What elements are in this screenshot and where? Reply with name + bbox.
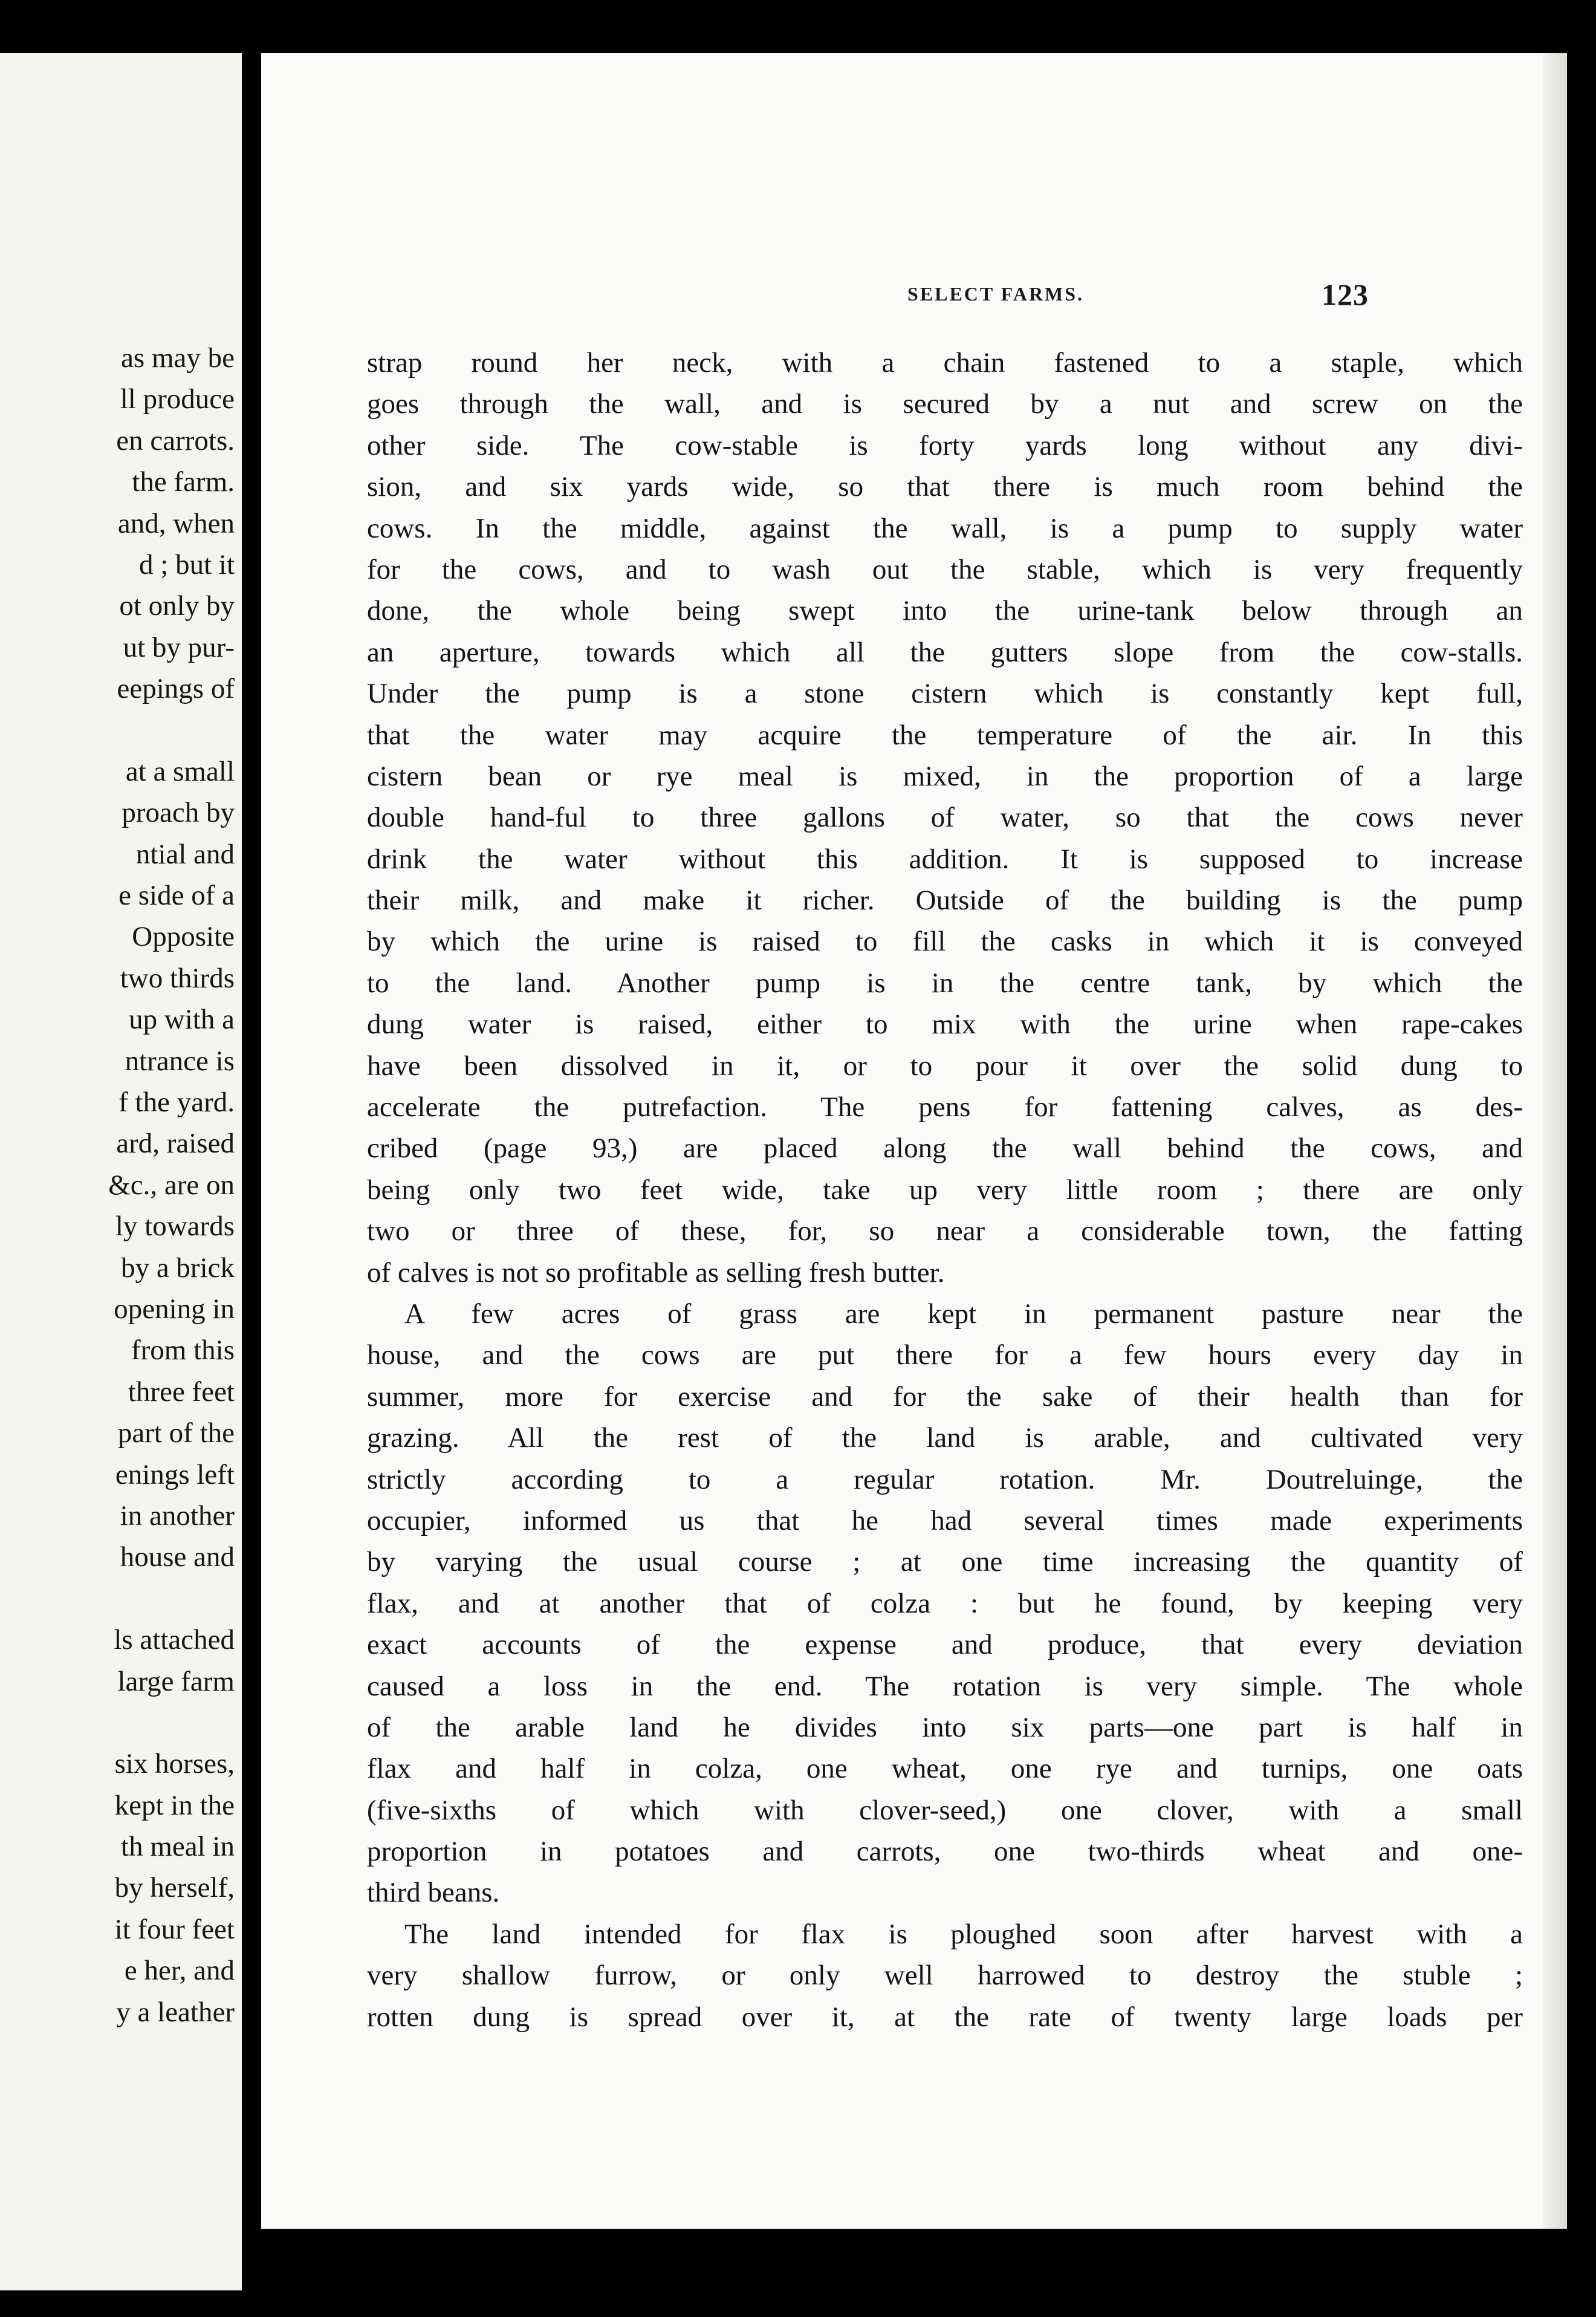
text-line: flax and half in colza, one wheat, one rye and turnips, one oats xyxy=(367,1753,1523,1785)
text-line: rotten dung is spread over it, at the rate of twenty large loads per xyxy=(367,2001,1523,2033)
left-page-line xyxy=(0,1702,235,1743)
text-line: for the cows, and to wash out the stable, which is very frequently xyxy=(367,553,1523,585)
text-line: cows. In the middle, against the wall, is a pump to supply water xyxy=(367,512,1523,544)
left-page-line: house and xyxy=(120,1541,235,1573)
text-line: dung water is raised, either to mix with the urine when rape-cakes xyxy=(367,1009,1523,1041)
left-page-text xyxy=(0,337,235,2033)
left-page-line: ot only by xyxy=(119,590,235,622)
left-page-line: from this xyxy=(131,1334,235,1366)
left-page-line: and, when xyxy=(117,507,235,539)
left-page-line: three feet xyxy=(128,1376,235,1408)
left-page-line: in another xyxy=(120,1500,235,1532)
left-page-line: it four feet xyxy=(114,1913,235,1945)
text-line: of the arable land he divides into six parts—one part is half in xyxy=(367,1711,1523,1743)
text-line: two or three of these, for, so near a considerable town, the fatting xyxy=(367,1215,1523,1247)
left-page-line: part of the xyxy=(117,1417,235,1449)
text-line: by which the urine is raised to fill the casks in which it is conveyed xyxy=(367,926,1523,958)
left-page-line: at a small xyxy=(125,755,235,787)
text-line: that the water may acquire the temperature of the air. In this xyxy=(367,719,1523,751)
left-page-line: &c., are on xyxy=(108,1169,235,1201)
text-line: strap round her neck, with a chain fastened to a staple, which xyxy=(367,347,1523,379)
paragraph-last-line: third beans. xyxy=(367,1877,500,1909)
body-text xyxy=(367,342,1523,2038)
text-line: proportion in potatoes and carrots, one two-thirds wheat and one- xyxy=(367,1836,1523,1868)
text-line: an aperture, towards which all the gutters slope from the cow-stalls. xyxy=(367,636,1523,668)
left-page-line: opening in xyxy=(114,1293,235,1325)
text-line: double hand-ful to three gallons of water, so that the cows never xyxy=(367,802,1523,834)
text-line: done, the whole being swept into the urine-tank below through an xyxy=(367,595,1523,627)
left-page-line xyxy=(0,710,235,751)
text-line: accelerate the putrefaction. The pens for fattening calves, as des- xyxy=(367,1091,1523,1123)
text-line: house, and the cows are put there for a few hours every day in xyxy=(367,1339,1523,1371)
text-line: sion, and six yards wide, so that there is much room behind the xyxy=(367,471,1523,503)
left-page-line: kept in the xyxy=(114,1789,235,1821)
left-page-line: up with a xyxy=(129,1004,235,1036)
text-line: summer, more for exercise and for the sake of their health than for xyxy=(367,1380,1523,1412)
left-page-line: two thirds xyxy=(120,962,235,994)
left-page-line: ntrance is xyxy=(125,1045,235,1077)
page-number: 123 xyxy=(1322,278,1369,311)
text-line: cribed (page 93,) are placed along the wall behind the cows, and xyxy=(367,1133,1523,1165)
text-line: goes through the wall, and is secured by a nut and screw on the xyxy=(367,388,1523,420)
left-page-line: by herself, xyxy=(114,1872,235,1904)
left-page-line xyxy=(0,1578,235,1619)
text-line: drink the water without this addition. It is supposed to increase xyxy=(367,843,1523,875)
left-page-line: th meal in xyxy=(121,1831,235,1863)
text-line: (five-sixths of which with clover-seed,) one clover, with a small xyxy=(367,1794,1523,1826)
text-line: strictly according to a regular rotation. Mr. Doutreluinge, the xyxy=(367,1463,1523,1495)
left-facing-page xyxy=(0,53,242,2290)
left-page-line: en carrots. xyxy=(116,424,235,457)
left-page-line: e side of a xyxy=(118,880,235,912)
left-page-line: ut by pur- xyxy=(123,631,235,663)
left-page-line: Opposite xyxy=(132,921,235,953)
text-line: caused a loss in the end. The rotation is very simple. The whole xyxy=(367,1670,1523,1702)
running-title: SELECT FARMS. xyxy=(907,283,1085,305)
text-line: other side. The cow-stable is forty yards long without any divi- xyxy=(367,429,1523,461)
left-page-line: ls attached xyxy=(114,1624,235,1656)
left-page-line: eepings of xyxy=(117,673,235,705)
text-line: flax, and at another that of colza : but he found, by keeping very xyxy=(367,1587,1523,1619)
text-line: by varying the usual course ; at one time increasing the quantity of xyxy=(367,1546,1523,1578)
paragraph-first-line: A few acres of grass are kept in permanent pasture near the xyxy=(404,1298,1523,1330)
text-line: to the land. Another pump is in the centre tank, by which the xyxy=(367,967,1523,999)
running-head xyxy=(606,279,1386,316)
left-page-line: proach by xyxy=(122,797,235,829)
paragraph-last-line: of calves is not so profitable as selling fresh butter. xyxy=(367,1256,945,1288)
left-page-line: ly towards xyxy=(115,1210,235,1243)
text-line: occupier, informed us that he had several times made experiments xyxy=(367,1504,1523,1536)
left-page-line: ntial and xyxy=(135,838,235,870)
left-page-line: by a brick xyxy=(121,1252,235,1284)
left-page-line: as may be xyxy=(121,342,235,374)
left-page-line: six horses, xyxy=(114,1748,235,1780)
left-page-line: ard, raised xyxy=(116,1128,235,1160)
book-page xyxy=(261,53,1567,2229)
left-page-line: d ; but it xyxy=(139,548,235,580)
left-page-line: large farm xyxy=(117,1665,235,1697)
left-page-line: e her, and xyxy=(124,1955,235,1987)
text-line: cistern bean or rye meal is mixed, in the proportion of a large xyxy=(367,760,1523,792)
paragraph-first-line: The land intended for flax is ploughed soon after harvest with a xyxy=(404,1918,1523,1950)
left-page-line: enings left xyxy=(115,1458,235,1490)
text-line: being only two feet wide, take up very little room ; there are only xyxy=(367,1174,1523,1206)
text-line: very shallow furrow, or only well harrowed to destroy the stuble ; xyxy=(367,1960,1523,1992)
text-line: exact accounts of the expense and produce, that every deviation xyxy=(367,1629,1523,1661)
left-page-line: y a leather xyxy=(116,1996,235,2028)
text-line: have been dissolved in it, or to pour it over the solid dung to xyxy=(367,1050,1523,1082)
page-edge xyxy=(1543,53,1567,2229)
text-line: their milk, and make it richer. Outside of the building is the pump xyxy=(367,885,1523,917)
left-page-line: f the yard. xyxy=(118,1087,235,1119)
left-page-line: the farm. xyxy=(132,466,235,498)
text-line: Under the pump is a stone cistern which is constantly kept full, xyxy=(367,678,1523,710)
left-page-line: ll produce xyxy=(120,383,235,415)
text-line: grazing. All the rest of the land is arable, and cultivated very xyxy=(367,1422,1523,1454)
